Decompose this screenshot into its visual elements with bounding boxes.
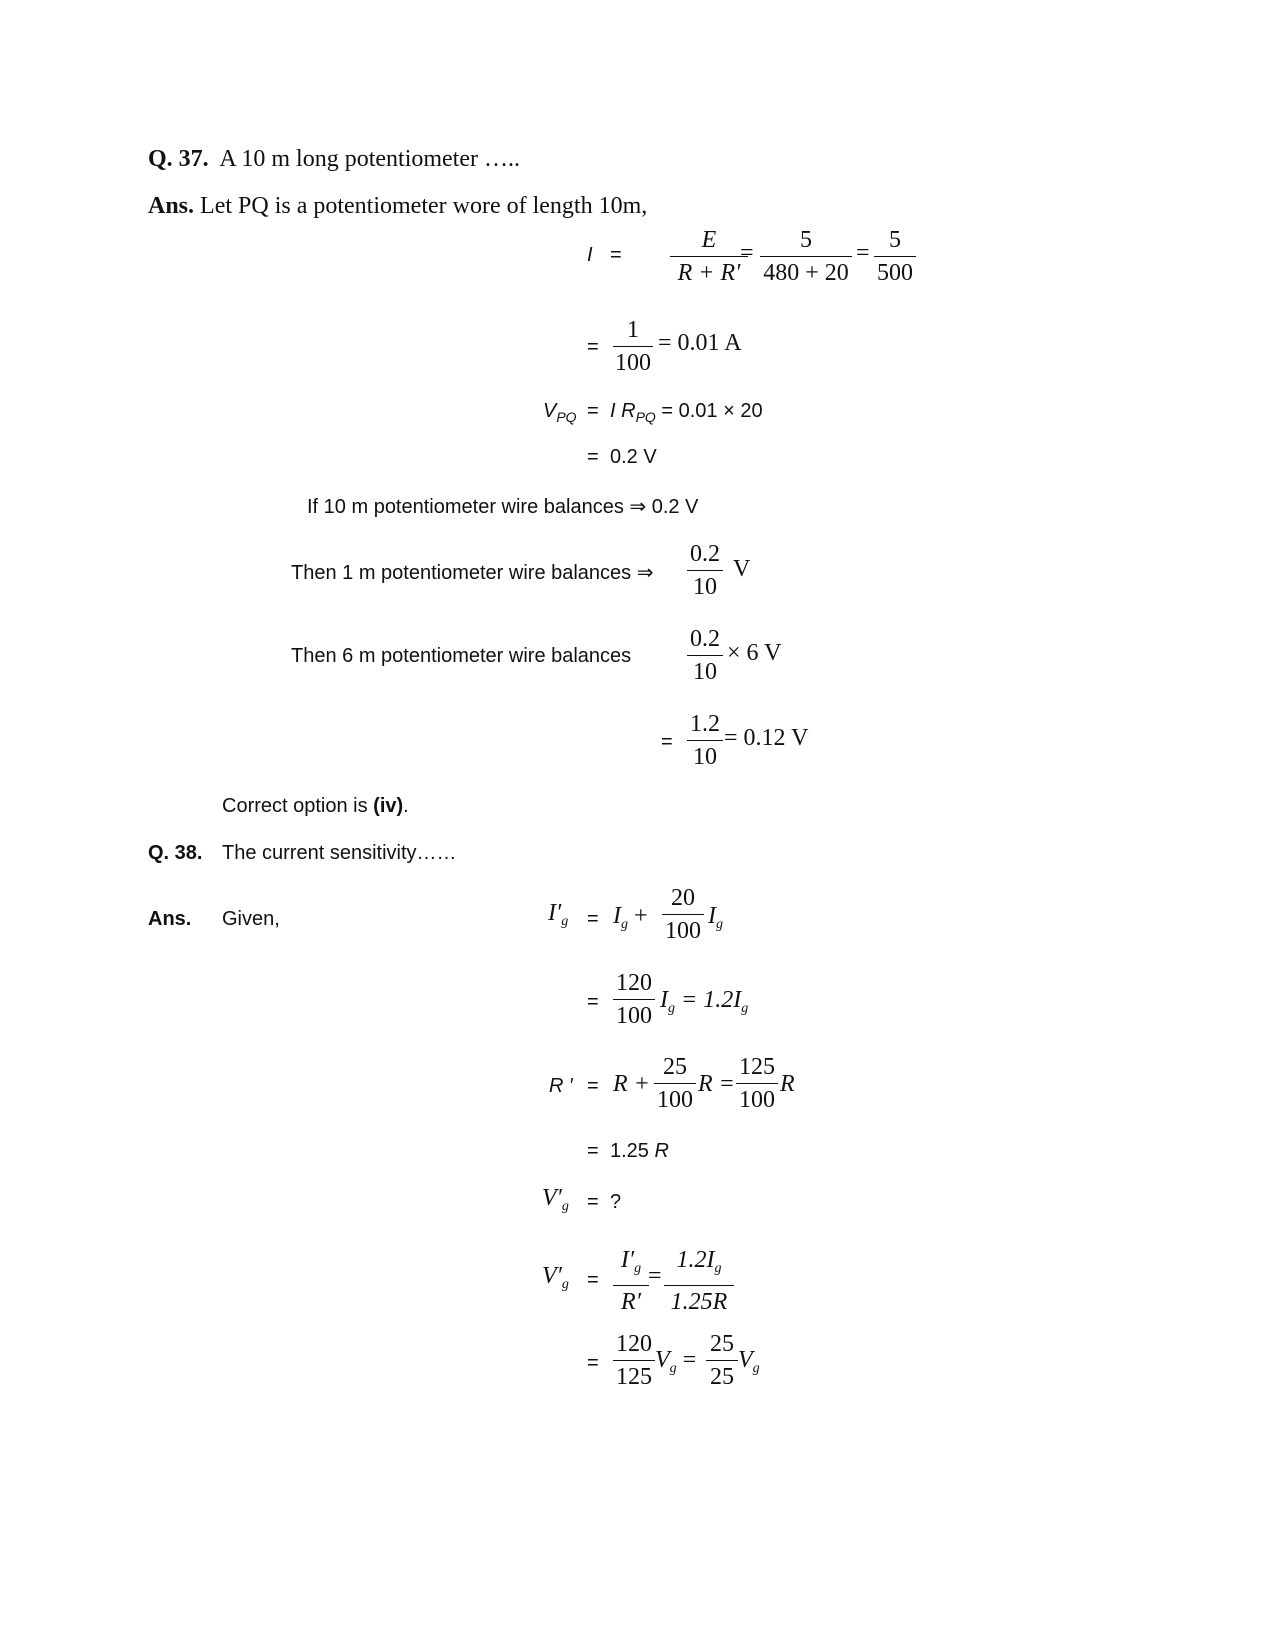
q38-eq3-equals: = xyxy=(587,1075,599,1097)
correct-option-value: (iv) xyxy=(373,795,404,817)
eq1-equals-3: = xyxy=(856,240,870,266)
q38-eq3-end: R xyxy=(780,1071,795,1097)
eq1-fraction-3: 5 500 xyxy=(874,224,916,289)
q38-eq4-equals: = xyxy=(587,1140,599,1162)
eq1-fraction-1: E R + R′ xyxy=(670,224,748,289)
eq1-equals-2: = xyxy=(740,240,754,266)
q38-eq3-mid: R = xyxy=(698,1071,735,1097)
eq2-equals: = xyxy=(587,336,599,358)
eq5-fraction: 1.2 10 xyxy=(687,708,723,773)
q38-eq5-rhs: ? xyxy=(610,1191,622,1213)
q38-eq2-equals: = xyxy=(587,991,599,1013)
q38-eq3-fraction-2: 125 100 xyxy=(736,1051,778,1116)
eq1-equals: = xyxy=(610,244,622,266)
eq3-lhs: $V_{PQ}$ xyxy=(543,400,577,425)
q38-eq2-rest: $I_g = 1.2I_g$ xyxy=(660,987,749,1016)
q38-eq3-term-a: R + xyxy=(613,1071,650,1097)
answer-38-label: Ans. xyxy=(148,908,192,930)
q38-eq3-lhs: R ′ xyxy=(549,1075,573,1097)
statement-1m: Then 1 m potentiometer wire balances ⇒ xyxy=(291,562,654,584)
q38-eq1-fraction: 20 100 xyxy=(662,882,704,947)
question-38-text: The current sensitivity…… xyxy=(222,842,457,864)
eq4-equals: = xyxy=(587,446,599,468)
eq1-fraction-2: 5 480 + 20 xyxy=(760,224,852,289)
q38-eq5-lhs: $V'_g$ xyxy=(542,1185,569,1214)
q38-eq7-fraction-2: 25 25 xyxy=(706,1328,738,1393)
eq5-result: = 0.12 V xyxy=(724,725,809,751)
statement-10m: If 10 m potentiometer wire balances ⇒ 0.2 V xyxy=(307,496,699,518)
q38-eq7-equals: = xyxy=(587,1352,599,1374)
q38-eq1-term-b: $I_g$ xyxy=(708,903,723,932)
q38-eq7-term-a: $V_g$ = xyxy=(655,1347,697,1376)
q38-eq6-equals: = xyxy=(587,1269,599,1291)
answer-37-line xyxy=(148,193,647,220)
question-38-label: Q. 38. xyxy=(148,842,203,864)
eq3-equals: = xyxy=(587,400,599,422)
q38-eq5-equals: = xyxy=(587,1191,599,1213)
correct-option: Correct option is (iv). xyxy=(222,795,409,817)
q38-eq2-fraction: 120 100 xyxy=(613,967,655,1032)
q38-eq7-term-b: $V_g$ xyxy=(738,1347,760,1376)
eq3-rhs: I $R_{PQ} = 0.01 \times 20$ xyxy=(610,400,763,425)
q38-eq6-fraction-2: $1.2I_g$ 1.25R xyxy=(664,1244,734,1318)
q38-eq1-lhs: $I'_g$ xyxy=(548,900,569,929)
statement-1m-fraction: 0.2 10 xyxy=(687,538,723,603)
q38-eq1-equals: = xyxy=(587,908,599,930)
q38-eq1-term-a: $I_g$ + xyxy=(613,903,648,932)
eq4-rhs: 0.2 V xyxy=(610,446,657,468)
answer-37-label: Ans. xyxy=(148,193,195,219)
question-37-label: Q. 37. xyxy=(148,146,209,172)
eq2-fraction: 1 100 xyxy=(615,317,651,376)
eq5-equals: = xyxy=(661,731,673,753)
question-37-line xyxy=(148,146,520,173)
statement-1m-unit: V xyxy=(733,556,751,582)
question-37-text: A 10 m long potentiometer ….. xyxy=(219,146,520,172)
eq1-lhs: I xyxy=(587,244,593,266)
statement-6m-fraction: 0.2 10 xyxy=(687,623,723,688)
q38-eq6-mid: = xyxy=(648,1263,662,1289)
q38-eq6-lhs: $V'_g$ xyxy=(542,1263,569,1292)
q38-eq6-fraction-1: $I'_g$ R′ xyxy=(613,1244,649,1318)
statement-6m-rest: × 6 V xyxy=(727,640,782,666)
statement-6m: Then 6 m potentiometer wire balances xyxy=(291,645,632,667)
q38-eq3-fraction-1: 25 100 xyxy=(654,1051,696,1116)
answer-38-given: Given, xyxy=(222,908,280,930)
q38-eq4-rhs: 1.25 R xyxy=(610,1140,669,1162)
answer-37-text: Let PQ is a potentiometer wore of length 10m, xyxy=(200,193,648,219)
q38-eq7-fraction-1: 120 125 xyxy=(613,1328,655,1393)
eq2-result: = 0.01 A xyxy=(658,330,742,356)
